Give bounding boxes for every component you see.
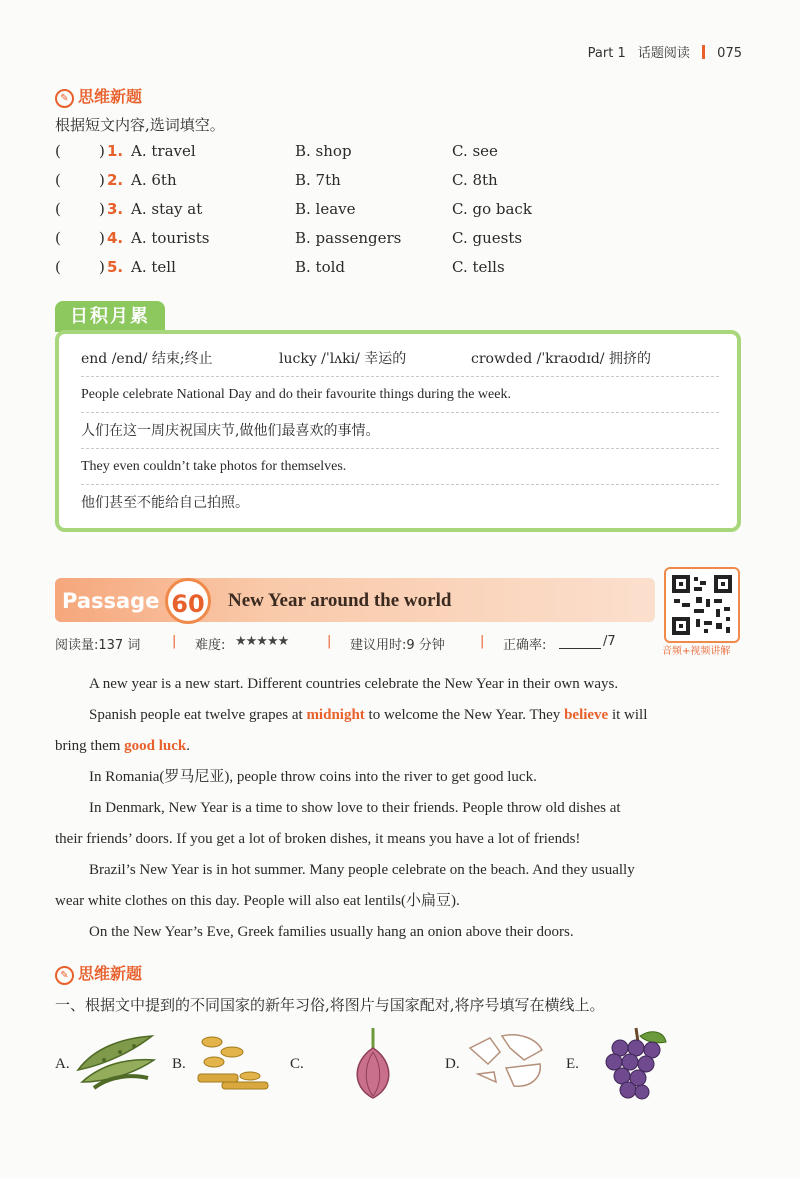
paragraph: [55, 700, 740, 731]
vocab-word: lucky /ˈlʌki/ 幸运的: [279, 351, 407, 367]
answer-paren-close: ): [99, 171, 105, 189]
question-number: 5.: [107, 258, 124, 276]
question-row: [55, 171, 655, 200]
option-b: B. leave: [295, 200, 356, 218]
highlight-word: believe: [564, 707, 609, 723]
section2-instruction: 一、根据文中提到的不同国家的新年习俗,将图片与国家配对,将序号填写在横线上。: [55, 996, 605, 1014]
section2-heading: [55, 961, 142, 985]
section1-title: 思维新题: [78, 87, 143, 106]
accuracy-total: /7: [603, 634, 616, 649]
paragraph: Brazil’s New Year is in hot summer. Many people celebrate on the beach. And they usually: [89, 862, 635, 878]
broken-dishes-image: [466, 1030, 550, 1092]
section1-heading: [55, 84, 142, 108]
vocab-words-row: [81, 342, 719, 377]
vocab-box: [55, 330, 741, 532]
paragraph: In Denmark, New Year is a time to show love to their friends. People throw old dishes at: [89, 800, 621, 816]
suggested-time: 建议用时:9 分钟: [350, 638, 445, 653]
meta-separator: |: [480, 634, 485, 649]
answer-paren-close: ): [99, 258, 105, 276]
answer-blank[interactable]: [77, 200, 97, 220]
option-c: C. guests: [452, 229, 523, 247]
paragraph-text: Spanish people eat twelve grapes at: [89, 707, 307, 723]
paragraph: [55, 669, 740, 700]
answer-blank[interactable]: [77, 171, 97, 191]
passage-number: 60: [165, 578, 211, 624]
option-b: B. told: [295, 258, 346, 276]
accuracy-label: 正确率:: [503, 638, 547, 653]
option-c: C. go back: [452, 200, 532, 218]
option-a: A. 6th: [131, 171, 177, 189]
option-a: A. travel: [131, 142, 196, 160]
paragraph-text: A new year is a new start. Different countries celebrate the New Year in their own ways.: [89, 676, 619, 692]
vocab-translation: 人们在这一周庆祝国庆节,做他们最喜欢的事情。: [81, 414, 719, 449]
answer-paren-open: (: [55, 171, 61, 189]
question-row: [55, 200, 655, 229]
paragraph: wear white clothes on this day. People will also eat lentils(小扁豆).: [55, 893, 460, 909]
part-label: Part 1: [587, 46, 626, 61]
coins-image: [192, 1032, 274, 1094]
option-c: C. see: [452, 142, 498, 160]
section1-instruction: 根据短文内容,选词填空。: [55, 116, 225, 134]
highlight-word: good luck: [124, 738, 187, 754]
paragraph-text: to welcome the New Year. They: [364, 707, 565, 723]
paragraph: On the New Year’s Eve, Greek families usually hang an onion above their doors.: [89, 924, 574, 940]
option-label: D.: [445, 1056, 460, 1072]
lentil-pods-image: [74, 1030, 160, 1092]
qr-label: 音频+视频讲解: [662, 646, 731, 657]
question-row: [55, 258, 655, 287]
answer-blank[interactable]: [77, 229, 97, 249]
option-label: E.: [566, 1056, 579, 1072]
answer-blank[interactable]: [77, 258, 97, 278]
vocab-word: end /end/ 结束;终止: [81, 351, 213, 367]
paragraph: In Romania(罗马尼亚), people throw coins into the river to get good luck.: [89, 769, 537, 785]
option-label: A.: [55, 1056, 70, 1072]
idea-icon: ✎: [55, 966, 74, 985]
option-b: B. passengers: [295, 229, 402, 247]
highlight-word: midnight: [306, 707, 365, 723]
option-a: A. stay at: [131, 200, 203, 218]
option-c: C. tells: [452, 258, 505, 276]
vocab-sentence: People celebrate National Day and do their favourite things during the week.: [81, 378, 719, 413]
difficulty-stars: ★★★★★: [235, 634, 289, 649]
vocab-tab: 日积月累: [55, 301, 165, 332]
answer-blank[interactable]: [77, 142, 97, 162]
answer-paren-open: (: [55, 258, 61, 276]
paragraph: their friends’ doors. If you get a lot of broken dishes, it means you have a lot of friends!: [55, 831, 581, 847]
onion-image: [346, 1026, 400, 1102]
paragraph-text: .: [186, 738, 191, 754]
answer-paren-close: ): [99, 229, 105, 247]
vocab-translation: 他们甚至不能给自己拍照。: [81, 495, 249, 511]
option-label: B.: [172, 1056, 186, 1072]
paragraph-text: it will: [608, 707, 648, 723]
accuracy-blank[interactable]: [559, 648, 601, 649]
answer-paren-open: (: [55, 200, 61, 218]
option-label: C.: [290, 1056, 304, 1072]
vocab-word: crowded /ˈkraʊdɪd/ 拥挤的: [471, 351, 651, 367]
grapes-image: [600, 1024, 670, 1106]
page-header: [588, 42, 742, 61]
answer-paren-close: ): [99, 200, 105, 218]
option-b: B. 7th: [295, 171, 341, 189]
answer-paren-open: (: [55, 142, 61, 160]
question-number: 2.: [107, 171, 124, 189]
paragraph: [55, 731, 740, 762]
passage-title: New Year around the world: [228, 590, 452, 611]
meta-separator: |: [172, 634, 177, 649]
difficulty-label: 难度:: [195, 638, 226, 653]
option-b: B. shop: [295, 142, 352, 160]
option-c: C. 8th: [452, 171, 498, 189]
option-a: A. tourists: [131, 229, 210, 247]
answer-paren-close: ): [99, 142, 105, 160]
idea-icon: ✎: [55, 89, 74, 108]
qr-code-icon[interactable]: [664, 567, 740, 643]
meta-separator: |: [327, 634, 332, 649]
section-label: 话题阅读: [637, 46, 690, 61]
paragraph-text: bring them: [55, 738, 125, 754]
question-row: [55, 142, 655, 171]
question-number: 3.: [107, 200, 124, 218]
passage-label: Passage: [62, 589, 160, 613]
question-number: 4.: [107, 229, 124, 247]
question-row: [55, 229, 655, 258]
vocab-sentence: They even couldn’t take photos for themselves.: [81, 450, 719, 485]
header-divider: [702, 45, 705, 59]
question-number: 1.: [107, 142, 124, 160]
answer-paren-open: (: [55, 229, 61, 247]
option-a: A. tell: [131, 258, 176, 276]
section2-title: 思维新题: [78, 964, 143, 983]
page-number: 075: [717, 46, 742, 61]
word-count: 阅读量:137 词: [55, 638, 141, 653]
